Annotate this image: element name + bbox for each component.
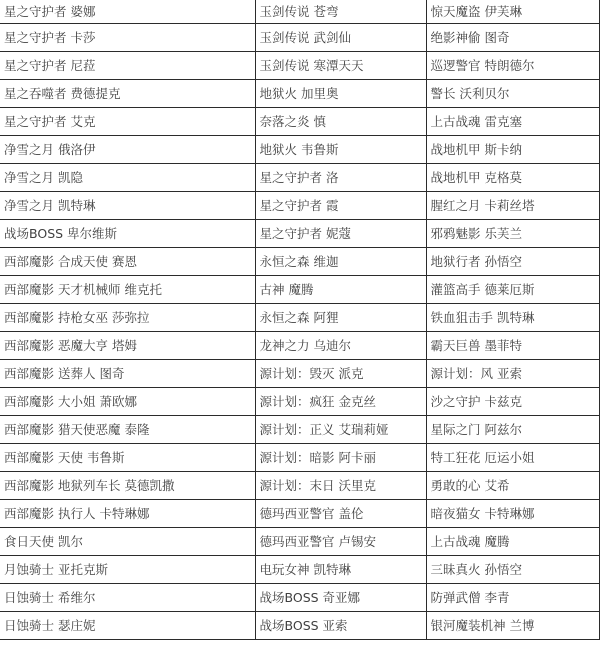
table-cell: 月蚀骑士 亚托克斯 xyxy=(0,556,255,584)
table-row xyxy=(0,528,599,556)
table-row xyxy=(0,80,599,108)
table-cell: 古神 魔腾 xyxy=(255,276,426,304)
table-cell: 净雪之月 凯特琳 xyxy=(0,192,255,220)
table-row xyxy=(0,332,599,360)
table-row xyxy=(0,276,599,304)
table-cell: 源计划：末日 沃里克 xyxy=(255,472,426,500)
table-cell: 日蚀骑士 希维尔 xyxy=(0,584,255,612)
table-row xyxy=(0,52,599,80)
table-cell: 惊天魔盗 伊芙琳 xyxy=(426,0,599,24)
table-row xyxy=(0,220,599,248)
table-cell: 玉剑传说 寒潭天天 xyxy=(255,52,426,80)
table-cell: 西部魔影 执行人 卡特琳娜 xyxy=(0,500,255,528)
table-cell: 战场BOSS 亚索 xyxy=(255,612,426,640)
table-cell: 源计划：暗影 阿卡丽 xyxy=(255,444,426,472)
table-row xyxy=(0,192,599,220)
table-cell: 邪鸦魅影 乐芙兰 xyxy=(426,220,599,248)
table-row xyxy=(0,0,599,24)
table-row xyxy=(0,416,599,444)
table-row xyxy=(0,500,599,528)
table-row xyxy=(0,388,599,416)
table-cell: 永恒之森 维迦 xyxy=(255,248,426,276)
table-cell: 源计划：正义 艾瑞莉娅 xyxy=(255,416,426,444)
table-cell: 西部魔影 持枪女巫 莎弥拉 xyxy=(0,304,255,332)
table-cell: 日蚀骑士 瑟庄妮 xyxy=(0,612,255,640)
table-row xyxy=(0,108,599,136)
table-cell: 腥红之月 卡莉丝塔 xyxy=(426,192,599,220)
table-cell: 绝影神偷 图奇 xyxy=(426,24,599,52)
table-cell: 西部魔影 地狱列车长 莫德凯撒 xyxy=(0,472,255,500)
table-cell: 地狱火 韦鲁斯 xyxy=(255,136,426,164)
table-cell: 巡逻警官 特朗德尔 xyxy=(426,52,599,80)
table-cell: 星之守护者 艾克 xyxy=(0,108,255,136)
table-row xyxy=(0,556,599,584)
table-cell: 沙之守护 卡兹克 xyxy=(426,388,599,416)
table-cell: 星之吞噬者 费德提克 xyxy=(0,80,255,108)
table-cell: 星之守护者 婆娜 xyxy=(0,0,255,24)
table-cell: 源计划：毁灭 派克 xyxy=(255,360,426,388)
table-cell: 星之守护者 洛 xyxy=(255,164,426,192)
table-cell: 灌篮高手 德莱厄斯 xyxy=(426,276,599,304)
table-cell: 西部魔影 送葬人 图奇 xyxy=(0,360,255,388)
table-cell: 铁血狙击手 凯特琳 xyxy=(426,304,599,332)
table-cell: 星际之门 阿兹尔 xyxy=(426,416,599,444)
table-cell: 净雪之月 俄洛伊 xyxy=(0,136,255,164)
table-cell: 上古战魂 魔腾 xyxy=(426,528,599,556)
table-cell: 霸天巨兽 墨菲特 xyxy=(426,332,599,360)
table-cell: 西部魔影 恶魔大亨 塔姆 xyxy=(0,332,255,360)
table-cell: 德玛西亚警官 盖伦 xyxy=(255,500,426,528)
table-cell: 警长 沃利贝尔 xyxy=(426,80,599,108)
table-cell: 德玛西亚警官 卢锡安 xyxy=(255,528,426,556)
table-cell: 勇敢的心 艾希 xyxy=(426,472,599,500)
table-cell: 玉剑传说 苍弯 xyxy=(255,0,426,24)
table-cell: 西部魔影 天才机械师 维克托 xyxy=(0,276,255,304)
table-cell: 源计划：疯狂 金克丝 xyxy=(255,388,426,416)
table-row xyxy=(0,248,599,276)
table-row xyxy=(0,24,599,52)
table-cell: 电玩女神 凯特琳 xyxy=(255,556,426,584)
table-row xyxy=(0,472,599,500)
table-cell: 星之守护者 卡莎 xyxy=(0,24,255,52)
table-row xyxy=(0,136,599,164)
table-cell: 西部魔影 天使 韦鲁斯 xyxy=(0,444,255,472)
table-cell: 战地机甲 斯卡纳 xyxy=(426,136,599,164)
table-cell: 地狱行者 孙悟空 xyxy=(426,248,599,276)
table-row xyxy=(0,444,599,472)
table-cell: 星之守护者 妮蔻 xyxy=(255,220,426,248)
table-cell: 西部魔影 猎天使恶魔 泰隆 xyxy=(0,416,255,444)
table-cell: 战场BOSS 卑尔维斯 xyxy=(0,220,255,248)
table-cell: 上古战魂 雷克塞 xyxy=(426,108,599,136)
table-cell: 地狱火 加里奥 xyxy=(255,80,426,108)
table-cell: 龙神之力 乌迪尔 xyxy=(255,332,426,360)
table-cell: 源计划：风 亚索 xyxy=(426,360,599,388)
table-cell: 食日天使 凯尔 xyxy=(0,528,255,556)
table-cell: 奈落之炎 慎 xyxy=(255,108,426,136)
table-row xyxy=(0,612,599,640)
table-row xyxy=(0,164,599,192)
table-row xyxy=(0,304,599,332)
table-cell: 战地机甲 克格莫 xyxy=(426,164,599,192)
table-cell: 特工狂花 厄运小姐 xyxy=(426,444,599,472)
table-cell: 战场BOSS 奇亚娜 xyxy=(255,584,426,612)
table-cell: 西部魔影 合成天使 赛恩 xyxy=(0,248,255,276)
table-cell: 星之守护者 霞 xyxy=(255,192,426,220)
table-cell: 西部魔影 大小姐 萧欧娜 xyxy=(0,388,255,416)
table-cell: 永恒之森 阿狸 xyxy=(255,304,426,332)
table-cell: 防弹武僧 李青 xyxy=(426,584,599,612)
table-cell: 暗夜猫女 卡特琳娜 xyxy=(426,500,599,528)
table-cell: 星之守护者 尼菈 xyxy=(0,52,255,80)
table-row xyxy=(0,360,599,388)
table-cell: 净雪之月 凯隐 xyxy=(0,164,255,192)
table-row xyxy=(0,584,599,612)
table-cell: 银河魔装机神 兰博 xyxy=(426,612,599,640)
table-cell: 玉剑传说 武剑仙 xyxy=(255,24,426,52)
table-cell: 三昧真火 孙悟空 xyxy=(426,556,599,584)
